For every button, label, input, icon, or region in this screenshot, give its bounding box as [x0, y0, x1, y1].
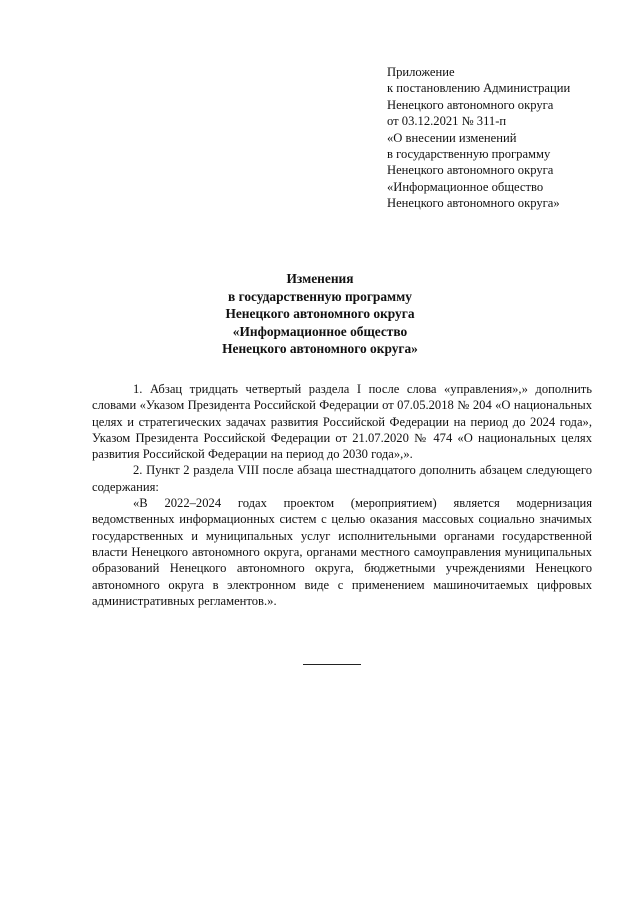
paragraph-2: 2. Пункт 2 раздела VIII после абзаца шестнадцатого дополнить абзацем следующего содержания: [92, 463, 592, 494]
paragraph-1: 1. Абзац тридцать четвертый раздела I после слова «управления»,» дополнить словами «Указом Президента Российской Федерации от 07.05.2018 № 204 «О национальных целях и стратегических задачах развития Российской Федерации на период до 2024 года», Указом Президента Российской Федерации от 21.07.2020 № 474 «О национальных целях развития Российской Федерации на период до 2030 года»,». [92, 382, 592, 462]
title-line: «Информационное общество [232, 323, 408, 339]
attachment-line: «Информационное общество [387, 179, 544, 194]
attachment-line: Ненецкого автономного округа [387, 97, 554, 112]
title-line: Ненецкого автономного округа [225, 306, 415, 321]
closing-rule [303, 664, 361, 665]
attachment-line: Ненецкого автономного округа [387, 163, 554, 178]
attachment-line: в государственную программу [387, 147, 551, 162]
attachment-line: Приложение [387, 65, 455, 79]
paragraph-3: «В 2022–2024 годах проектом (мероприятием) является модернизация ведомственных информационных систем с целью оказания массовых социально значимых государственных и муниципальных услуг исполнительными органами государственной власти Ненецкого автономного округа, органами местного самоуправления муниципальных образований Ненецкого автономного округа, бюджетными учреждениями Ненецкого автономного округа в электронном виде с применением машиночитаемых цифровых административных регламентов.». [92, 496, 592, 608]
title-line: в государственную программу [228, 288, 412, 304]
attachment-line: Ненецкого автономного округа» [387, 196, 560, 211]
title-line: Изменения [286, 271, 354, 286]
document-title [0, 270, 640, 358]
attachment-line: «О внесении изменений [387, 130, 517, 145]
attachment-block [387, 64, 627, 212]
attachment-line: к постановлению Администрации [387, 81, 571, 96]
title-line: Ненецкого автономного округа» [222, 341, 418, 356]
document-body [92, 381, 592, 609]
attachment-line: от 03.12.2021 № 311-п [387, 114, 507, 129]
